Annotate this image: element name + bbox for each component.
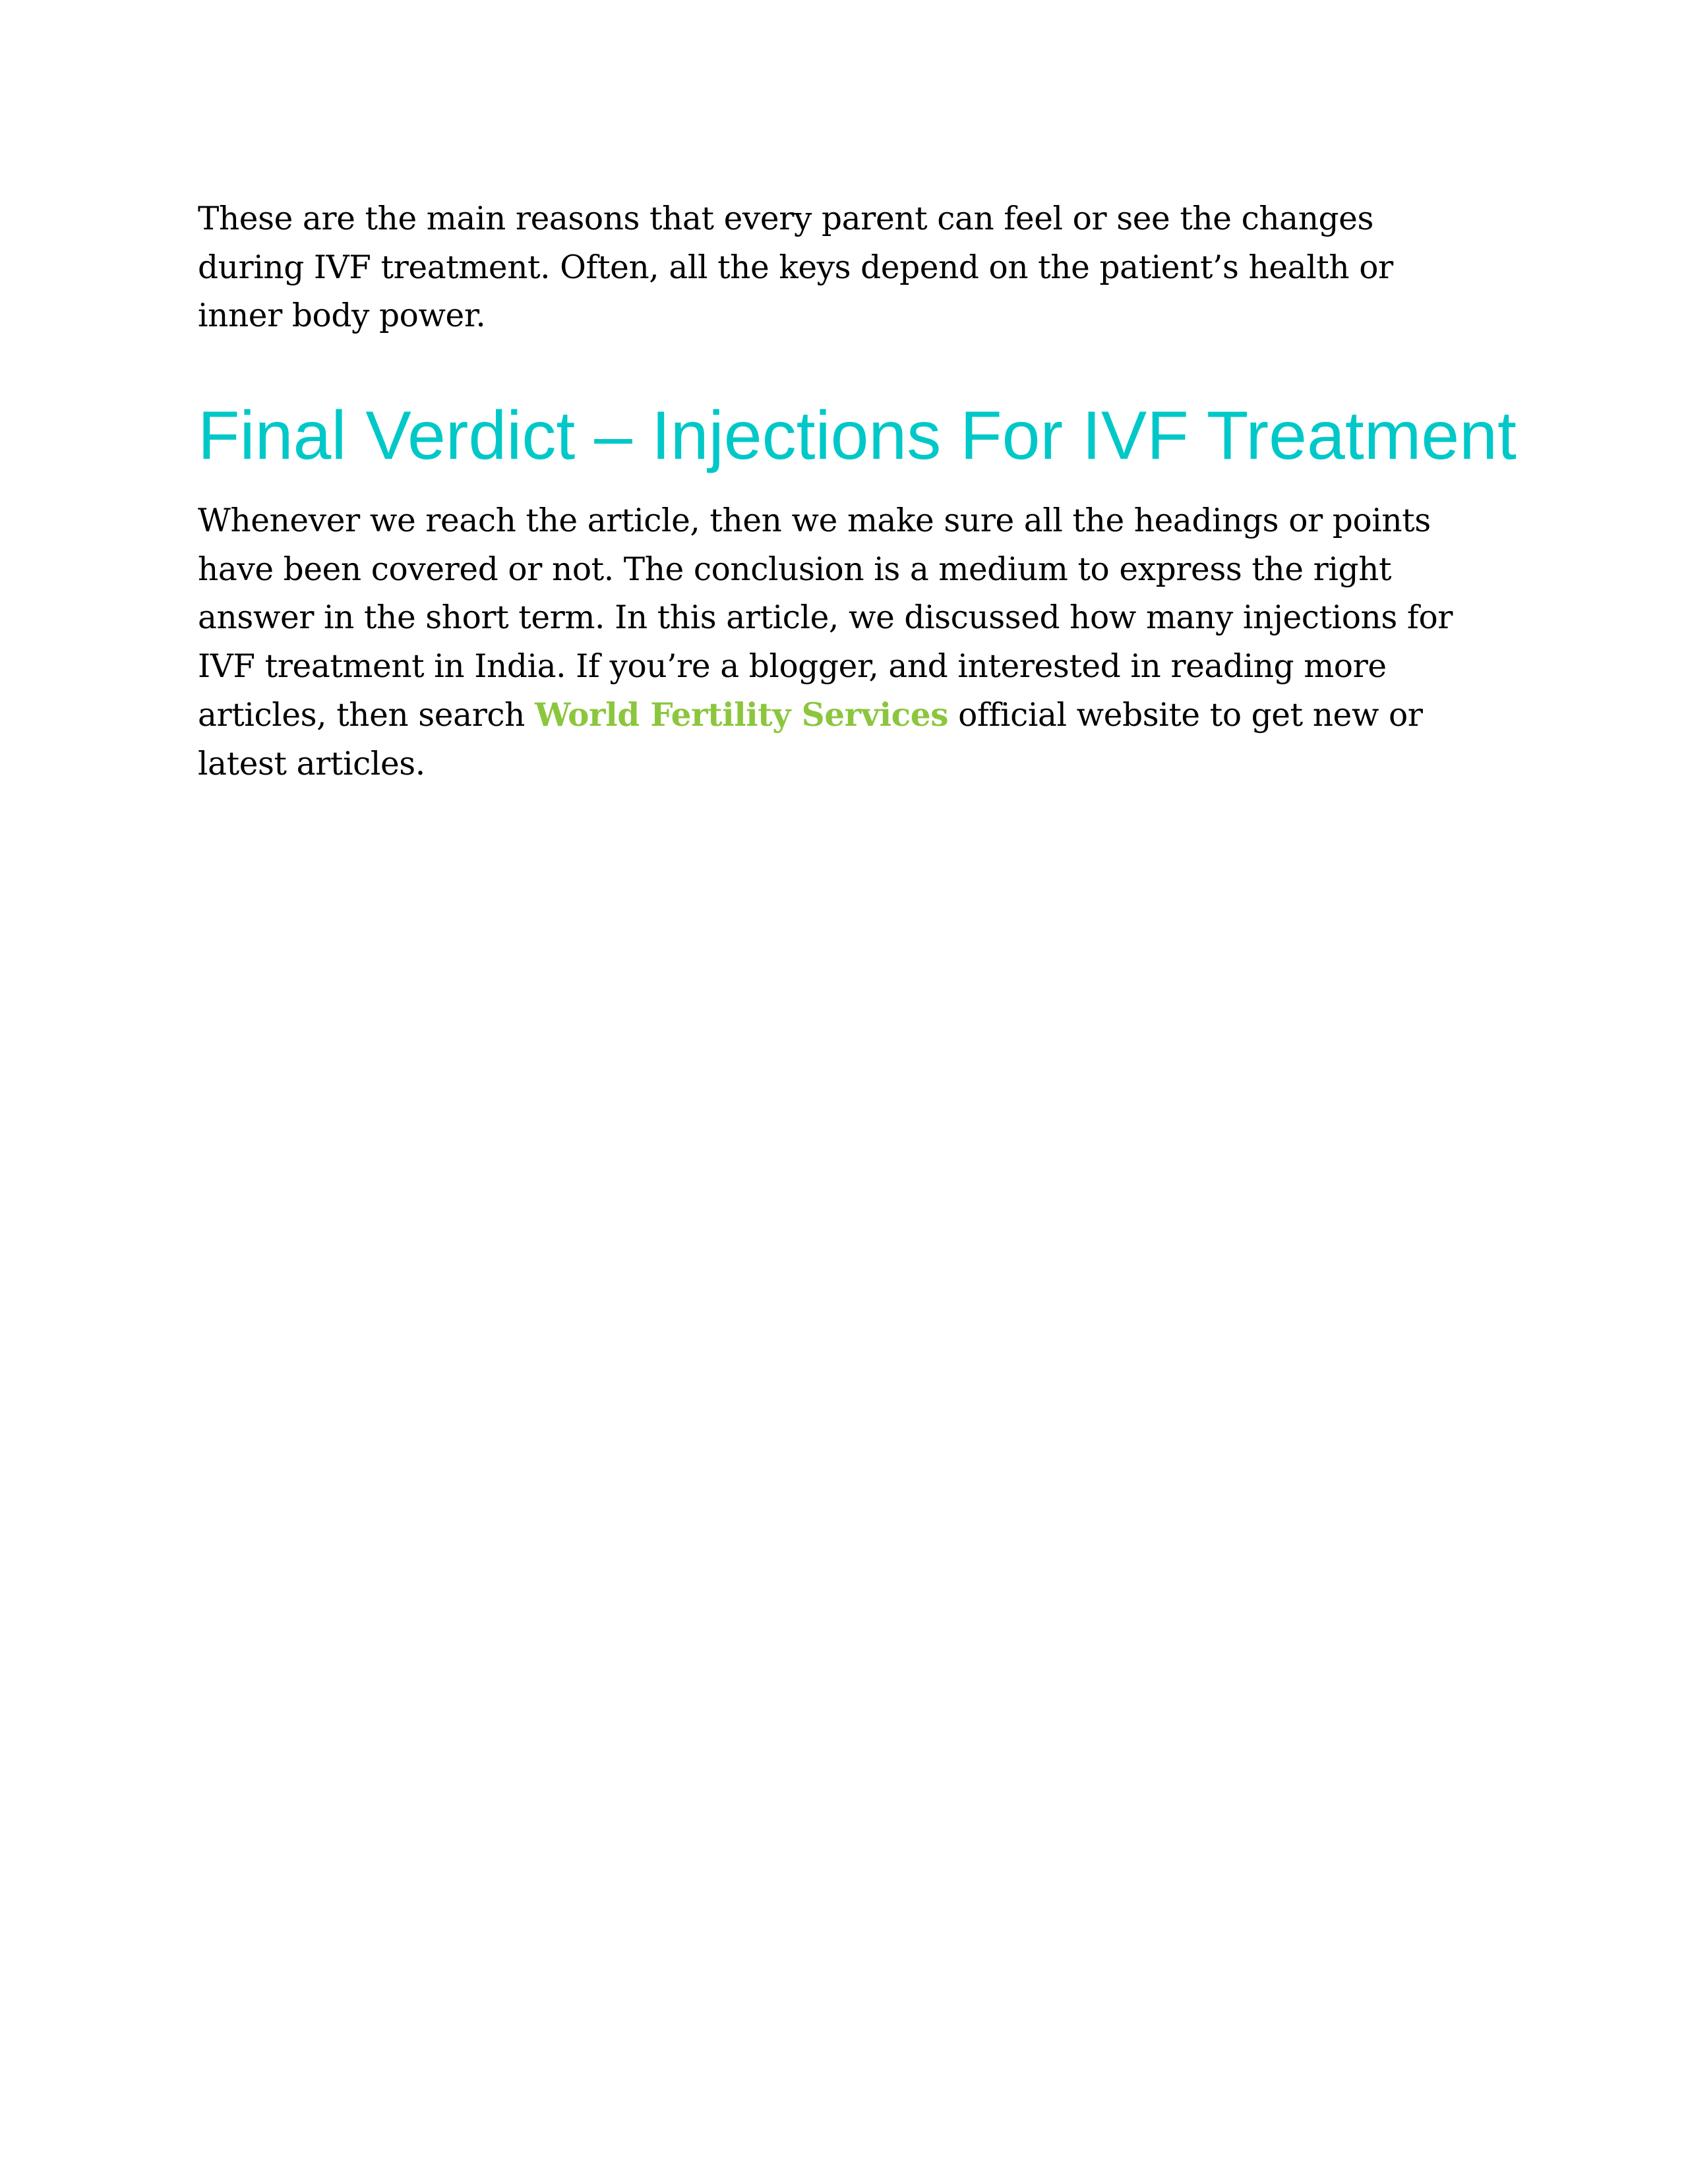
conclusion-paragraph (198, 497, 1503, 788)
conclusion-line-5-end: official website to get new or (948, 697, 1423, 734)
conclusion-line-6: latest articles. (198, 745, 425, 782)
conclusion-line-5 (198, 691, 1503, 740)
conclusion-line-1: Whenever we reach the article, then we make sure all the headings or points (198, 502, 1431, 539)
intro-line-2: during IVF treatment. Often, all the keys depend on the patient’s health or (198, 249, 1393, 286)
intro-line-1: These are the main reasons that every parent can feel or see the changes (198, 200, 1373, 237)
world-fertility-services-link[interactable]: World Fertility Services (535, 696, 949, 734)
conclusion-line-4: IVF treatment in India. If you’re a blogger, and interested in reading more (198, 647, 1387, 685)
intro-line-3: inner body power. (198, 297, 486, 334)
conclusion-line-3: answer in the short term. In this article, we discussed how many injections for (198, 599, 1453, 636)
conclusion-line-5-start: articles, then search (198, 697, 535, 734)
conclusion-line-2: have been covered or not. The conclusion is a medium to express the right (198, 550, 1392, 588)
section-heading: Final Verdict – Injections For IVF Treatment (198, 398, 1517, 474)
intro-paragraph (198, 195, 1503, 341)
